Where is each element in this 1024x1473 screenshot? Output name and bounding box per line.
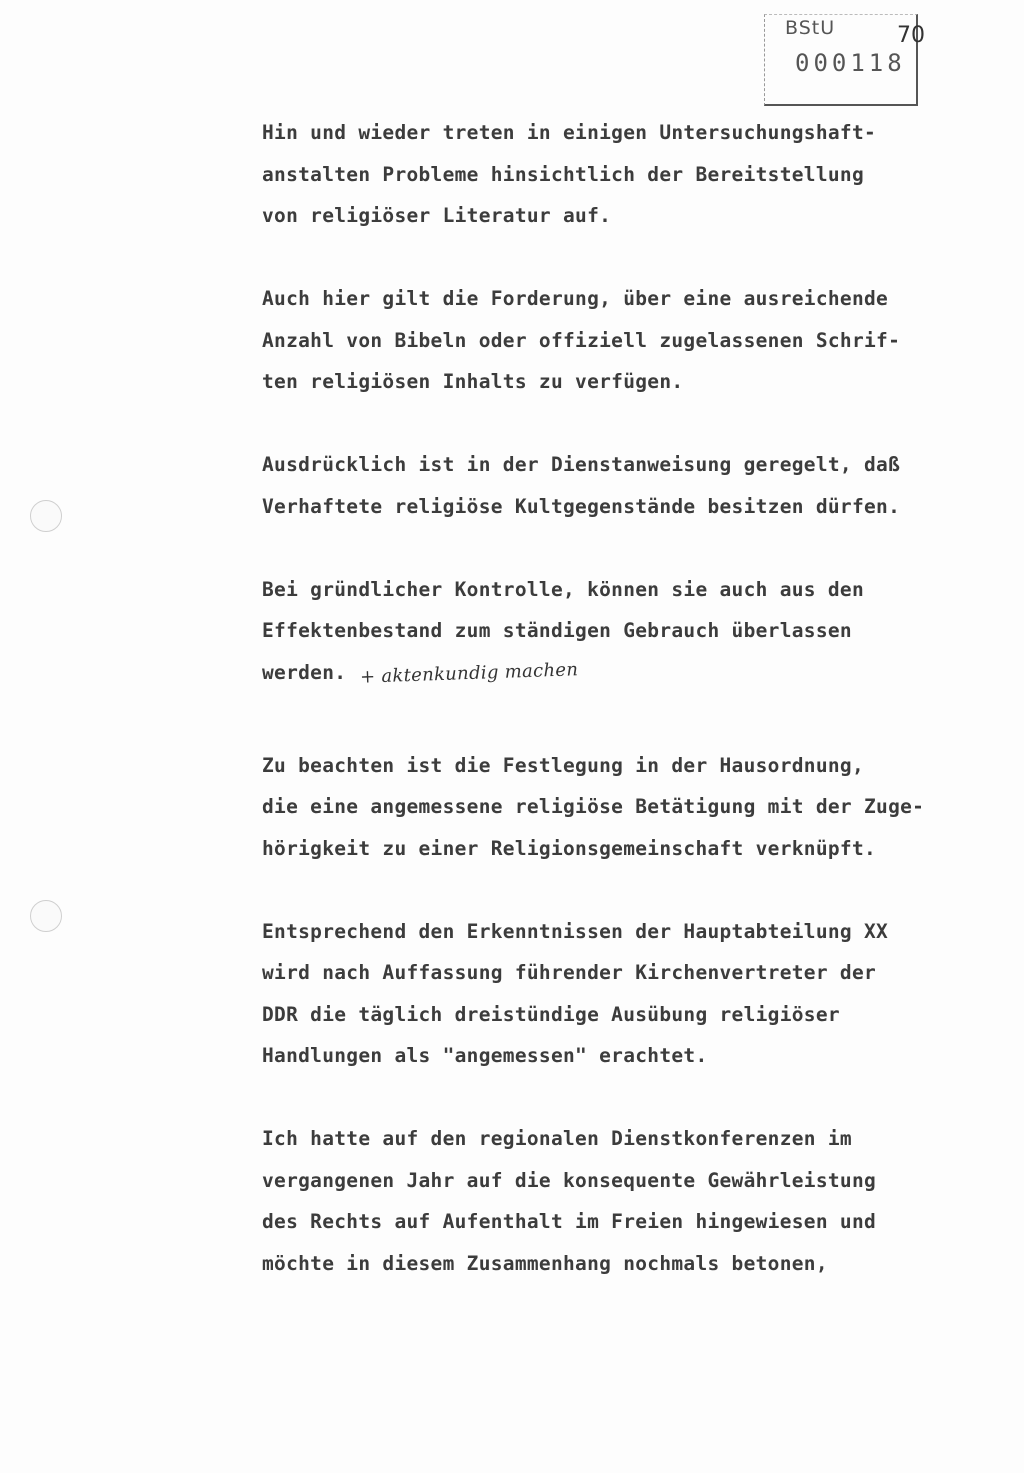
text-line: Auch hier gilt die Forderung, über eine ausreichende: [262, 287, 889, 310]
paragraph: [262, 444, 982, 527]
page-number: 70: [897, 23, 925, 48]
text-line: Entsprechend den Erkenntnissen der Hauptabteilung XX: [262, 919, 889, 943]
text-line: hörigkeit zu einer Religionsgemeinschaft verknüpft.: [262, 836, 877, 860]
archive-number: 000118: [795, 49, 906, 77]
text-line: ten religiösen Inhalts zu verfügen.: [262, 370, 684, 393]
punch-hole: [30, 500, 62, 532]
archive-stamp: [764, 14, 925, 106]
punch-hole: [30, 900, 62, 932]
text-line: des Rechts auf Aufenthalt im Freien hingewiesen und: [262, 1210, 877, 1233]
text-line: Anzahl von Bibeln oder offiziell zugelassenen Schrif-: [262, 328, 901, 352]
text-line: Bei gründlicher Kontrolle, können sie auch aus den: [262, 577, 864, 601]
text-line: Hin und wieder treten in einigen Untersuchungshaft-: [262, 121, 877, 144]
paragraph: [262, 278, 982, 403]
document-body: [262, 112, 982, 1284]
text-line: [262, 652, 982, 694]
paragraph: [262, 745, 982, 870]
text-line: DDR die täglich dreistündige Ausübung religiöser: [262, 1002, 840, 1026]
paragraph: [262, 911, 982, 1077]
text-line: die eine angemessene religiöse Betätigung mit der Zuge-: [262, 795, 925, 818]
text-line: Effektenbestand zum ständigen Gebrauch überlassen: [262, 619, 852, 642]
text-line: anstalten Probleme hinsichtlich der Bereitstellung: [262, 162, 864, 186]
text-line: Ich hatte auf den regionalen Dienstkonferenzen im: [262, 1127, 852, 1150]
text-line: wird nach Auffassung führender Kirchenvertreter der: [262, 961, 877, 984]
paragraph: [262, 112, 982, 237]
text-line: Verhaftete religiöse Kultgegenstände besitzen dürfen.: [262, 494, 901, 518]
text-line: Handlungen als "angemessen" erachtet.: [262, 1044, 708, 1067]
text-line: Ausdrücklich ist in der Dienstanweisung geregelt, daß: [262, 453, 901, 476]
handwritten-note: + aktenkundig machen: [359, 658, 579, 688]
stamp-label: BStU: [785, 17, 836, 39]
text-line: Zu beachten ist die Festlegung in der Hausordnung,: [262, 753, 864, 777]
text-line: von religiöser Literatur auf.: [262, 204, 612, 227]
text-line-content: werden.: [262, 660, 347, 684]
paragraph: [262, 1118, 982, 1284]
text-line: vergangenen Jahr auf die konsequente Gewährleistung: [262, 1168, 877, 1192]
text-line: möchte in diesem Zusammenhang nochmals betonen,: [262, 1251, 828, 1275]
paragraph: [262, 569, 982, 694]
